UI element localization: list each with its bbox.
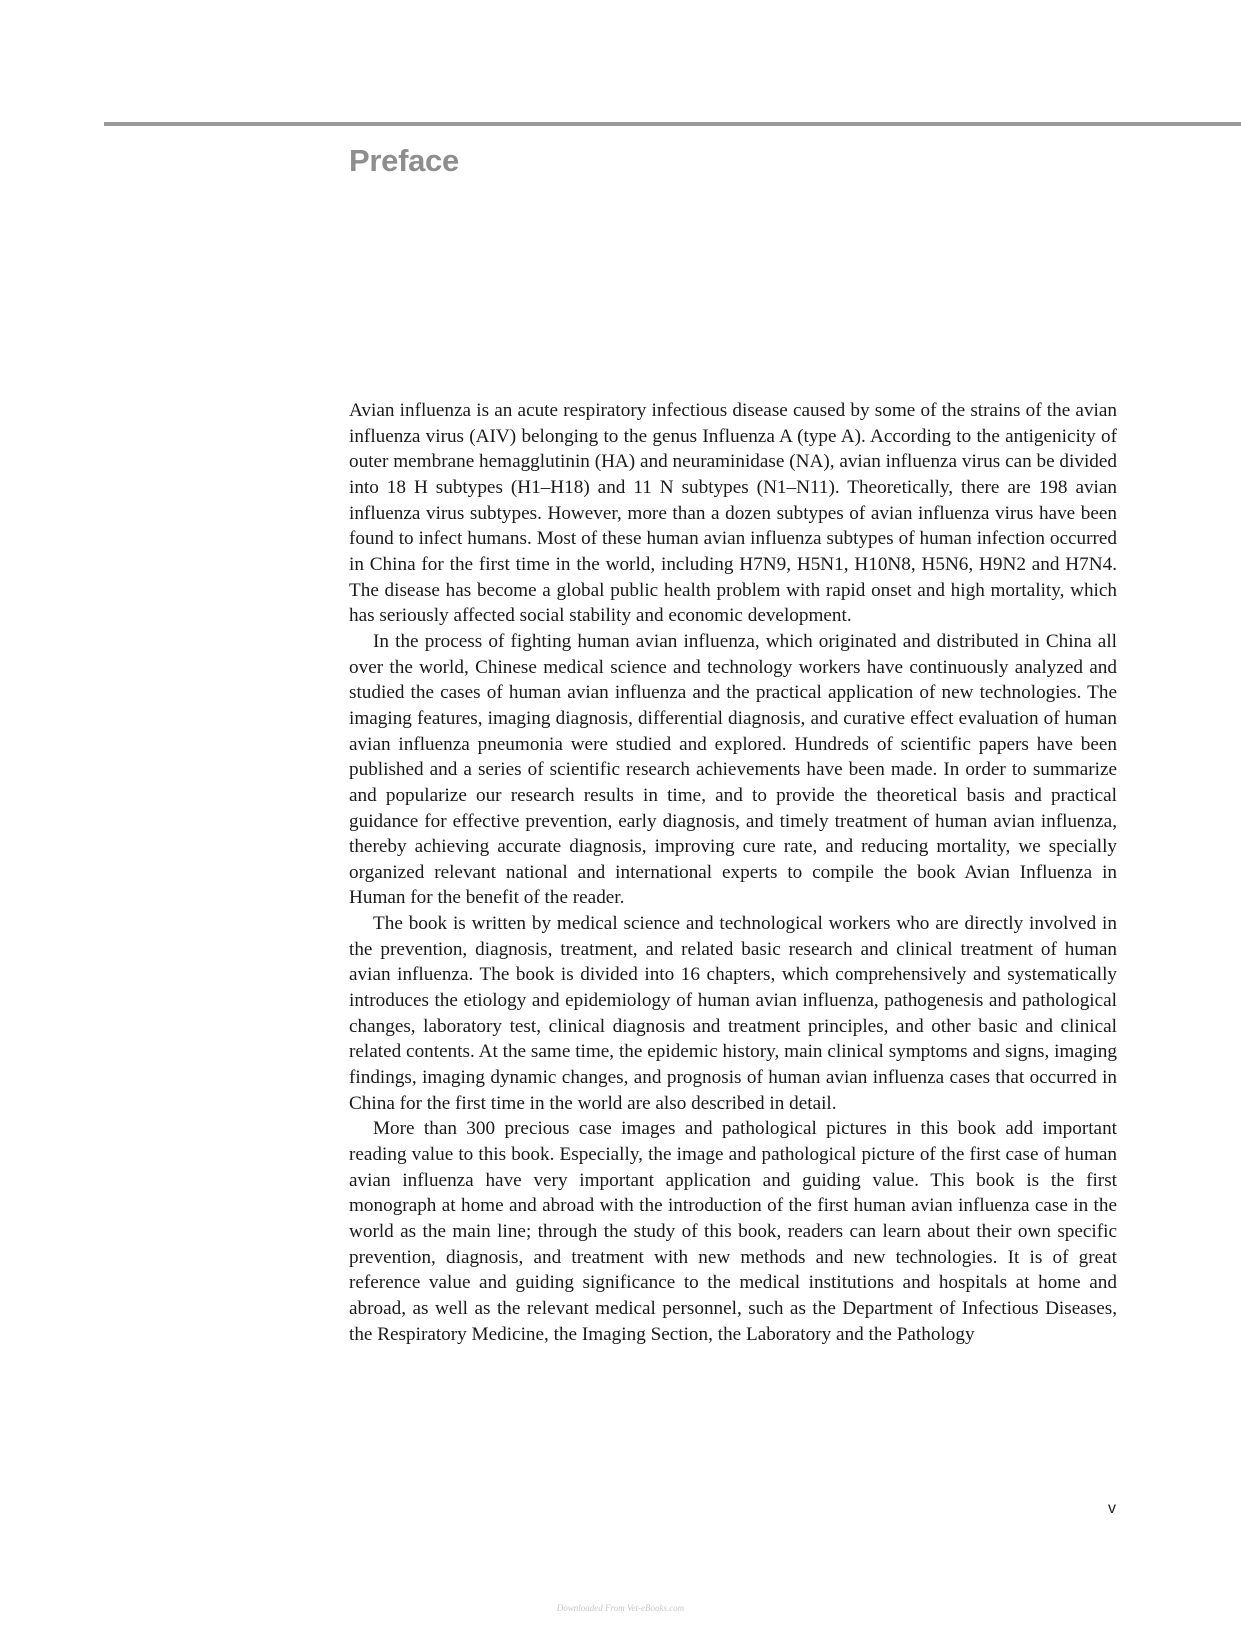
paragraph-2: In the process of fighting human avian influenza, which originated and distributed in China all over the world, Chinese medical science and technology workers have continuously analyzed and studied the cases of human avian influenza and the practical application of new technologies. The imaging features, imaging diagnosis, differential diagnosis, and curative effect evaluation of human avian influenza pneumonia were studied and explored. Hundreds of scientific papers have been published and a series of scientific research achievements have been made. In order to summarize and popularize our research results in time, and to provide the theoretical basis and practical guidance for effective prevention, early diagnosis, and timely treatment of human avian influenza, thereby achieving accurate diagnosis, improving cure rate, and reducing mortality, we specially organized relevant national and international experts to compile the book Avian Influenza in Human for the benefit of the reader. bbox=[349, 630, 1117, 909]
header-rule bbox=[104, 122, 1241, 126]
paragraph-4: More than 300 precious case images and pathological pictures in this book add important reading value to this book. Especially, the image and pathological picture of the first case of human avian influenza have very important application and guiding value. This book is the first monograph at home and abroad with the introduction of the first human avian influenza case in the world as the main line; through the study of this book, readers can learn about their own specific prevention, diagnosis, and treatment with new methods and new technologies. It is of great reference value and guiding significance to the medical institutions and hospitals at home and abroad, as well as the relevant medical personnel, such as the Department of Infectious Diseases, the Respiratory Medicine, the Imaging Section, the Laboratory and the Pathology bbox=[349, 1118, 1117, 1345]
download-watermark: Downloaded From Vet-eBooks.com bbox=[556, 1603, 685, 1613]
page-title: Preface bbox=[349, 143, 459, 178]
paragraph-1: Avian influenza is an acute respiratory infectious disease caused by some of the strains of the avian influenza virus (AIV) belonging to the genus Influenza A (type A). According to the antigenicity of outer membrane hemagglutinin (HA) and neuraminidase (NA), avian influenza virus can be divided into 18 H subtypes (H1–H18) and 11 N subtypes (N1–N11). Theoretically, there are 198 avian influenza virus subtypes. However, more than a dozen subtypes of avian influenza virus have been found to infect humans. Most of these human avian influenza subtypes of human infection occurred in China for the first time in the world, including H7N9, H5N1, H10N8, H5N6, H9N2 and H7N4. The disease has become a global public health problem with rapid onset and high mortality, which has seriously affected social stability and economic development. bbox=[349, 400, 1117, 627]
page-number: v bbox=[1108, 1500, 1116, 1517]
paragraph-3: The book is written by medical science and technological workers who are directly involved in the prevention, diagnosis, treatment, and related basic research and clinical treatment of human avian influenza. The book is divided into 16 chapters, which comprehensively and systematically introduces the etiology and epidemiology of human avian influenza, pathogenesis and pathological changes, laboratory test, clinical diagnosis and treatment principles, and other basic and clinical related contents. At the same time, the epidemic history, main clinical symptoms and signs, imaging findings, imaging dynamic changes, and prognosis of human avian influenza cases that occurred in China for the first time in the world are also described in detail. bbox=[349, 913, 1117, 1114]
preface-body bbox=[349, 398, 1117, 1347]
